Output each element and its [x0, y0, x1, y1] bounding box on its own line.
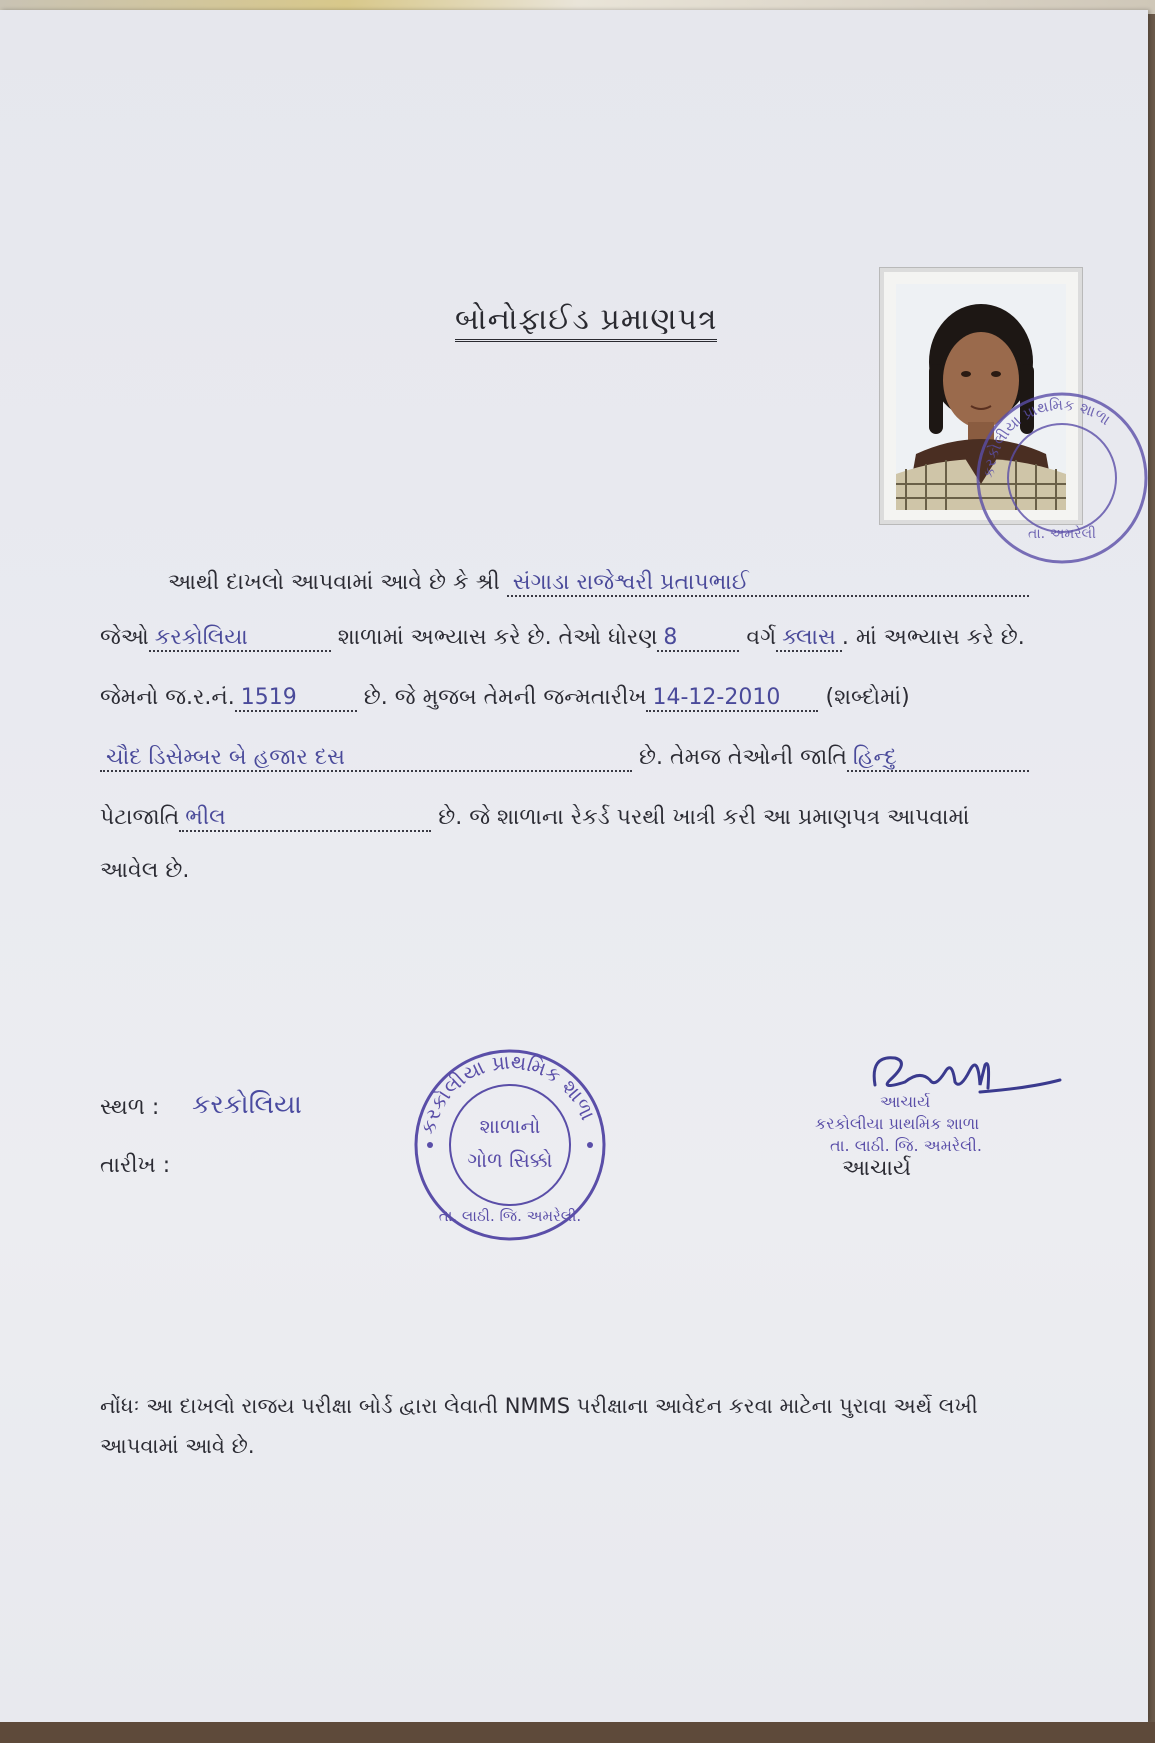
body-line-5 — [100, 805, 969, 832]
stamp-ring-text: કરકોલીયા પ્રાથમિક શાળા — [415, 1049, 601, 1137]
stamp-center-line-1: શાળાનો — [479, 1114, 541, 1138]
gr-number-value: 1519 — [235, 685, 357, 712]
body-text: શાળામાં અભ્યાસ કરે છે. તેઓ ધોરણ — [337, 625, 658, 650]
body-line-6: આવેલ છે. — [100, 858, 190, 883]
photo-stamp-ring-text: કરકોલીયા પ્રાથમિક શાળા — [979, 395, 1114, 479]
class-value: ક્લાસ — [776, 625, 842, 652]
principal-signature-block — [800, 1040, 1060, 1210]
body-line-2 — [100, 625, 1025, 652]
body-text: વર્ગ — [746, 625, 777, 650]
body-text: (શબ્દોમાં) — [825, 685, 910, 710]
body-text: પેટાજાતિ — [100, 805, 180, 830]
body-text: છે. તેમજ તેઓની જાતિ — [639, 745, 847, 770]
body-line-3 — [100, 685, 910, 712]
body-line-4 — [100, 745, 1029, 772]
school-round-stamp — [410, 1045, 610, 1245]
birth-date-value: 14-12-2010 — [646, 685, 818, 712]
stamp-center-line-2: ગોળ સિક્કો — [467, 1148, 553, 1172]
certificate-sheet — [0, 10, 1148, 1722]
footer-note: નોંધઃ આ દાખલો રાજય પરીક્ષા બોર્ડ દ્વારા લેવાતી NMMS પરીક્ષાના આવેદન કરવા માટેના પુરાવા અર્થે લખી આપવામાં આવે છે. — [100, 1394, 978, 1458]
body-text: . માં અભ્યાસ કરે છે. — [841, 625, 1025, 650]
sub-caste-value: ભીલ — [179, 805, 431, 832]
photo-stamp — [972, 388, 1152, 568]
standard-value: 8 — [657, 625, 739, 652]
caste-value: હિન્દુ — [847, 745, 1029, 772]
svg-text:કરકોલીયા પ્રાથમિક શાળા — [980, 396, 1114, 479]
signature-stamp-title: આચાર્ય — [880, 1092, 931, 1111]
date-label: તારીખ : — [100, 1153, 171, 1178]
body-text: જેઓ — [100, 625, 149, 650]
place-label: સ્થળ : — [100, 1095, 160, 1120]
signature-mark-text: Rinkal — [860, 1040, 864, 1041]
birth-date-words-value: ચૌદ ડિસેમ્બર બે હજાર દસ — [100, 745, 632, 772]
certificate-title: બોનોફાઈડ પ્રમાણપત્ર — [455, 302, 717, 342]
body-text: આથી દાખલો આપવામાં આવે છે કે શ્રી — [168, 570, 500, 595]
student-name-value: સંગાડા રાજેશ્વરી પ્રતાપભાઈ — [507, 570, 1029, 597]
signature-stamp-school: કરકોલીયા પ્રાથમિક શાળા — [815, 1114, 980, 1133]
body-text: છે. જે મુજબ તેમની જન્મતારીખ — [363, 685, 647, 710]
photo-stamp-bottom-text: તા. અમરેલી — [1027, 526, 1097, 542]
school-name-value: કરકોલિયા — [149, 625, 331, 652]
stamp-bottom-text: તા. લાઠી. જિ. અમરેલી. — [438, 1207, 582, 1225]
principal-designation: આચાર્ય — [842, 1156, 911, 1181]
body-text: છે. જે શાળાના રેકર્ડ પરથી ખાત્રી કરી આ પ્રમાણપત્ર આપવામાં — [438, 805, 970, 830]
body-line-1 — [168, 570, 1029, 597]
bottom-edge-strip — [0, 1722, 1155, 1743]
place-value: કરકોલિયા — [192, 1090, 302, 1120]
body-text: જેમનો જ.ર.નં. — [100, 685, 235, 710]
signature-stamp-address: તા. લાઠી. જિ. અમરેલી. — [830, 1136, 982, 1155]
